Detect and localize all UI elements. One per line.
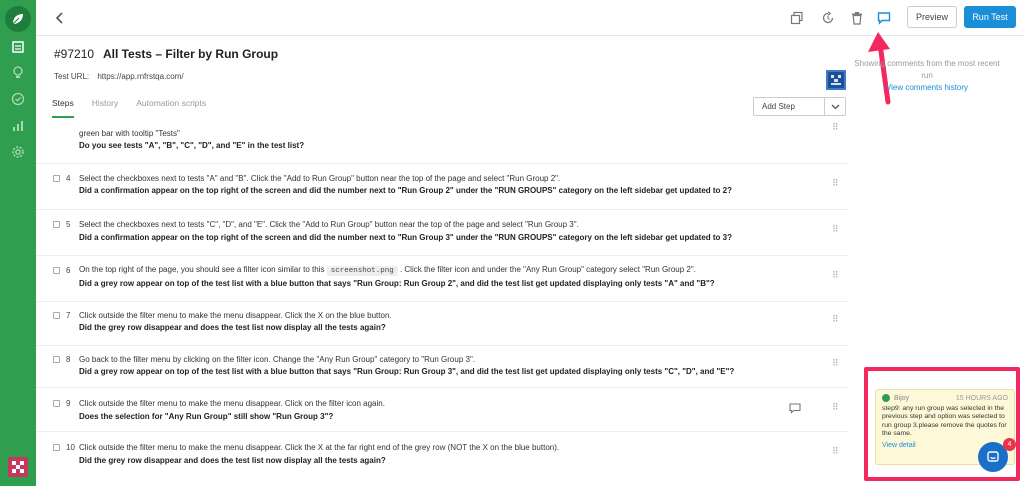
step-action-text-after: . Click the filter icon and under the "Any Run Group" category select "Run Group 2". bbox=[399, 265, 696, 274]
step-expected: Did the grey row disappear and does the test list now display all the tests again? bbox=[79, 456, 386, 465]
step-expected: Does the selection for "Any Run Group" still show "Run Group 3"? bbox=[79, 412, 334, 421]
step-row bbox=[36, 388, 848, 432]
drag-handle-icon[interactable]: ⠿ bbox=[832, 270, 838, 280]
step-row bbox=[36, 256, 848, 302]
step-row bbox=[36, 346, 848, 388]
reports-chart-icon[interactable] bbox=[9, 117, 27, 135]
chevron-down-icon[interactable] bbox=[825, 98, 845, 115]
step-action: Click outside the filter menu to make the menu disappear. Click on the filter icon again. bbox=[79, 399, 385, 408]
step-expected: Did a confirmation appear on the top right of the screen and did the number next to "Run Group 3" under the "RUN GROUPS" category on the left sidebar get updated to 3? bbox=[79, 233, 732, 242]
tab-steps[interactable]: Steps bbox=[52, 98, 74, 118]
drag-handle-icon[interactable]: ⠿ bbox=[832, 224, 838, 234]
step-action: green bar with tooltip "Tests" bbox=[79, 129, 180, 138]
view-comments-history-link[interactable]: View comments history bbox=[885, 83, 969, 92]
trash-icon[interactable] bbox=[848, 9, 866, 27]
add-step-dropdown[interactable] bbox=[753, 97, 846, 116]
step-number: 5 bbox=[66, 220, 71, 229]
duplicate-icon[interactable] bbox=[788, 9, 806, 27]
step-action-text: On the top right of the page, you should see a filter icon similar to this bbox=[79, 265, 325, 274]
step-expected: Did a grey row appear on top of the test list with a blue button that says "Run Group: Run Group 3", and did the test list get updated displaying only tests "C", "D", and "E"? bbox=[79, 367, 735, 376]
step-expected: Did the grey row disappear and does the test list now display all the tests again? bbox=[79, 323, 386, 332]
comment-author: Bijoy bbox=[894, 394, 910, 402]
step-action: Click outside the filter menu to make the menu disappear. Click the X at the far right end of the grey row (NOT the X on the blue button). bbox=[79, 443, 560, 452]
step-number: 7 bbox=[66, 311, 71, 320]
step-checkbox[interactable] bbox=[53, 267, 60, 274]
step-expected: Did a confirmation appear on the top right of the screen and did the number next to "Run Group 2" under the "RUN GROUPS" category on the left sidebar get updated to 2? bbox=[79, 186, 732, 195]
chat-badge: 4 bbox=[1003, 438, 1016, 451]
step-action bbox=[79, 265, 696, 275]
leaf-logo-icon[interactable] bbox=[5, 6, 31, 32]
step-checkbox[interactable] bbox=[53, 221, 60, 228]
comments-panel-info bbox=[852, 58, 1002, 94]
comment-time: 15 HOURS AGO bbox=[955, 394, 1008, 402]
step-row bbox=[36, 210, 848, 256]
step-number: 9 bbox=[66, 399, 71, 408]
assignee-avatar[interactable] bbox=[826, 70, 846, 90]
step-row bbox=[36, 432, 848, 478]
comment-body: step9: any run group was selected in the previous step and option was selected to run group 3.please remove the quotes for the same. bbox=[882, 405, 1007, 437]
test-url-value[interactable]: https://app.rnfrstqa.com/ bbox=[97, 72, 184, 81]
comments-icon[interactable] bbox=[875, 9, 893, 27]
tab-history[interactable]: History bbox=[91, 98, 119, 108]
user-avatar[interactable] bbox=[8, 457, 28, 477]
step-checkbox[interactable] bbox=[53, 356, 60, 363]
step-checkbox[interactable] bbox=[53, 175, 60, 182]
test-name: All Tests – Filter by Run Group bbox=[102, 47, 279, 61]
step-number: 10 bbox=[66, 443, 75, 452]
chat-icon bbox=[986, 450, 1000, 464]
test-url-label: Test URL: bbox=[54, 72, 90, 81]
back-arrow-icon[interactable] bbox=[50, 8, 70, 28]
tab-bar bbox=[52, 98, 206, 118]
comment-header bbox=[882, 394, 1008, 402]
view-detail-link[interactable]: View detail bbox=[882, 442, 916, 450]
drag-handle-icon[interactable]: ⠿ bbox=[832, 314, 838, 324]
check-circle-icon[interactable] bbox=[9, 90, 27, 108]
step-action: Select the checkboxes next to tests "A" and "B". Click the "Add to Run Group" button near the top of the page and select "Run Group 2". bbox=[79, 174, 561, 183]
tab-automation-scripts[interactable]: Automation scripts bbox=[136, 98, 207, 108]
step-expected: Do you see tests "A", "B", "C", "D", and "E" in the test list? bbox=[79, 141, 305, 150]
commenter-avatar bbox=[882, 394, 890, 402]
drag-handle-icon[interactable]: ⠿ bbox=[832, 402, 838, 412]
step-number: 4 bbox=[66, 174, 71, 183]
test-url bbox=[54, 72, 184, 81]
preview-button[interactable]: Preview bbox=[907, 6, 957, 28]
step-action: Go back to the filter menu by clicking on the filter icon. Change the "Any Run Group" category to "Run Group 3". bbox=[79, 355, 476, 364]
drag-handle-icon[interactable]: ⠿ bbox=[832, 122, 838, 132]
step-checkbox[interactable] bbox=[53, 312, 60, 319]
history-refresh-icon[interactable] bbox=[819, 9, 837, 27]
tests-book-icon[interactable] bbox=[9, 38, 27, 56]
left-sidebar bbox=[0, 0, 36, 486]
step-action: Select the checkboxes next to tests "C", "D", and "E". Click the "Add to Run Group" button near the top of the page and select "Run Group 3". bbox=[79, 220, 579, 229]
step-number: 6 bbox=[66, 266, 71, 275]
settings-gear-icon[interactable] bbox=[9, 143, 27, 161]
step-expected: Did a grey row appear on top of the test list with a blue button that says "Run Group: Run Group 2", and did the test list get updated displaying only tests "A" and "B"? bbox=[79, 279, 715, 288]
step-comment-icon[interactable] bbox=[788, 402, 802, 414]
run-test-button[interactable]: Run Test bbox=[964, 6, 1016, 28]
add-step-button[interactable]: Add Step bbox=[754, 98, 825, 115]
drag-handle-icon[interactable]: ⠿ bbox=[832, 446, 838, 456]
step-row bbox=[36, 120, 848, 164]
page-title bbox=[54, 47, 278, 61]
comments-info-text: Showing comments from the most recent run bbox=[854, 59, 1000, 80]
lightbulb-icon[interactable] bbox=[9, 64, 27, 82]
step-row bbox=[36, 302, 848, 346]
step-action: Click outside the filter menu to make the menu disappear. Click the X on the blue button. bbox=[79, 311, 392, 320]
step-row bbox=[36, 164, 848, 210]
step-number: 8 bbox=[66, 355, 71, 364]
drag-handle-icon[interactable]: ⠿ bbox=[832, 178, 838, 188]
step-checkbox[interactable] bbox=[53, 444, 60, 451]
attachment-chip[interactable]: screenshot.png bbox=[327, 266, 398, 276]
test-id: #97210 bbox=[54, 47, 95, 61]
drag-handle-icon[interactable]: ⠿ bbox=[832, 358, 838, 368]
step-checkbox[interactable] bbox=[53, 400, 60, 407]
